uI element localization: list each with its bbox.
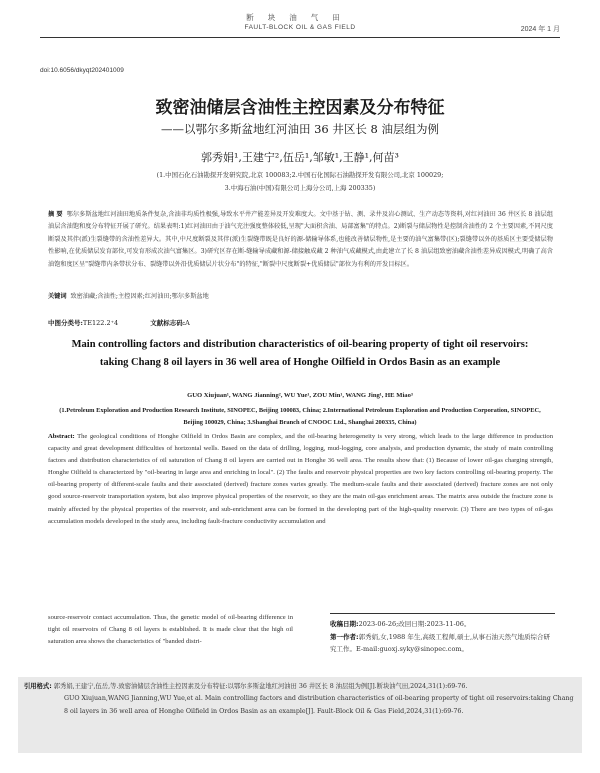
affiliation-line: 3.中海石油(中国)有限公司上海分公司,上海 200335) (224, 184, 376, 192)
received-info (330, 618, 555, 656)
title-cn: 致密油储层含油性主控因素及分布特征 (155, 98, 445, 118)
journal-name-cn: 断块油气田 (246, 13, 354, 22)
doc-code-value: A (185, 319, 190, 327)
affiliation-line: (1.中国石化石油勘探开发研究院,北京 100083;2.中国石化国际石油勘探开发有限公司,北京 100029; (156, 171, 444, 179)
year-issue: 2024 年 1 月 (520, 26, 560, 33)
abstract-en-label: Abstract: (48, 433, 75, 440)
classification (48, 318, 220, 327)
citation-cn: 郭秀娟,王建宁,伍岳,等.致密油储层含油性主控因素及分布特征:以鄂尔多斯盆地红河油田 36 井区长 8 油层组为例[J].断块油气田,2024,31(1):69-76. (53, 683, 468, 690)
title-en: Main controlling factors and distribution characteristics of oil-bearing property of tight oil reservoirs: taking Chang 8 oil layers in 36 well area of Honghe Oilfield in Ordos Basin as an example (71, 339, 529, 368)
abstract-en (48, 431, 553, 528)
doi[interactable]: doi:10.6056/dkyqt202401009 (40, 67, 124, 74)
affiliations-cn (40, 169, 560, 195)
abstract-cn (48, 209, 553, 271)
citation-en: GUO Xiujuan,WANG Jianning,WU Yue,et al. Main controlling factors and distribution characteristics of oil-bearing property of tight oil reservoirs:taking Chang 8 oil layers in 36 well area of Honghe Oilfield in Ordos Basin as an example[J]. Fault-Block Oil & Gas Field,2024,31(1):69-76. (64, 695, 574, 715)
doc-code-label: 文献标志码: (150, 319, 186, 327)
abstract-cn-label: 摘 要 (48, 211, 63, 218)
received-dates: 2023-06-26;改回日期:2023-11-06。 (358, 620, 471, 628)
journal-name-en: FAULT-BLOCK OIL & GAS FIELD (244, 24, 356, 31)
first-author-text: 郭秀娟,女,1988 年生,高级工程师,硕士,从事石油天然气地质综合研究工作。E-mail:guoxj.syky@sinopec.com。 (330, 632, 551, 653)
header-rule (40, 37, 560, 38)
abstract-en-continued: source-reservoir contact accumulation. Thus, the genetic model of oil-bearing difference in tight oil reservoirs of Chang 8 oil layers is established. It is made clear that the high oil saturation area shows the characteristics of "banded distri- (48, 614, 293, 646)
abstract-en-text: The geological conditions of Honghe Oilfield in Ordos Basin are complex, and the oil-bearing heterogeneity is very strong, which leads to the large difference in production capacity and great development difficulties of horizontal wells. Based on the data of drilling, logging, mud-logging, core analysis, and production dynamic, the study of main controlling factors and distribution characteristics of oil saturation of Chang 8 oil layers are carried out in Honghe 36 well area. The results show that: (1) Because of lower oil-gas charging strength, Honghe Oilfield is characterized by "oil-bearing in large area and enriching in local". (2) The faults and reservoir physical properties are two key factors controlling oil-bearing property. The oil-bearing property of different-scale faults and their associated (derived) fracture zones varies greatly. The medium-scale faults and their associated (derived) fracture zones are not only good source-reservoir transportation system, but also improve physical properties of the reservoir, so they are the main oil-gas enrichment areas. The matrix area outside the fracture zone is mainly affected by the physical properties of the reservoir, and sub-enrichment area can be formed in the developing part of the high-quality reservoir. (3) There are two types of oil-gas accumulation models developed in the study area, including fault-fracture conductivity accumulation and (48, 433, 553, 525)
clc-value: TE122.2⁺4 (82, 319, 119, 327)
keywords-cn-text: 致密油藏;含油性;主控因素;红河油田;鄂尔多斯盆地 (70, 293, 209, 300)
first-author-label: 第一作者: (330, 632, 359, 641)
citation (24, 681, 576, 718)
footnote-rule (330, 613, 555, 614)
abstract-cn-text: 鄂尔多斯盆地红河油田地质条件复杂,含油非均质性极强,导致水平井产能差异及开发难度大。文中基于钻、测、录井及岩心测试、生产动态等资料,对红河油田 36 井区长 8 油层组油层含油饱和度分布特征开展了研究。结果表明:1)红河油田由于油气充注强度整体较低,呈现"大面积含油、局部富集"的特点。2)断裂与储层物性是控制含油性的 2 个主要因素,不同尺度断裂及其伴(派)生裂缝带的含油性差异大。其中,中尺度断裂及其伴(派)生裂缝带既是良好的源-储输导体系,也能改善储层物性,是主要的油气富集带(区);裂缝带以外的基质区主要受储层物性影响,在优质储层发育部位,可发育形成次油气富集区。3)研究区存在断-缝输导成藏和源-储接触成藏 2 种油气成藏模式,由此建立了长 8 油层组致密油藏含油性差异成因模式,明确了高含油饱和度区呈"裂缝带内条带状分布、裂缝带以外沿优质储层片状分布"的特征,"断裂中尺度断裂+优质储层"部位为有利的开发目标区。 (48, 211, 554, 268)
subtitle-cn: ——以鄂尔多斯盆地红河油田 36 井区长 8 油层组为例 (160, 122, 440, 136)
authors-en: GUO Xiujuan¹, WANG Jianning², WU Yue¹, ZOU Min¹, WANG Jing¹, HE Miao³ (187, 392, 413, 399)
affiliations-en: (1.Petroleum Exploration and Production Research Institute, SINOPEC, Beijing 100083, China; 2.International Petroleum Exploration and Production Corporation, SINOPEC, Beijing 100029, China; 3.Shanghai Branch of CNOOC Ltd., Shanghai 200335, China) (59, 407, 541, 426)
keywords-cn-label: 关键词 (48, 293, 67, 300)
citation-label: 引用格式: (24, 683, 52, 690)
received-label: 收稿日期: (330, 620, 359, 628)
clc-label: 中图分类号: (48, 319, 83, 327)
authors-cn: 郭秀娟¹,王建宁²,伍岳¹,邹敏¹,王静¹,何苗³ (201, 151, 399, 164)
keywords-cn (48, 291, 553, 300)
